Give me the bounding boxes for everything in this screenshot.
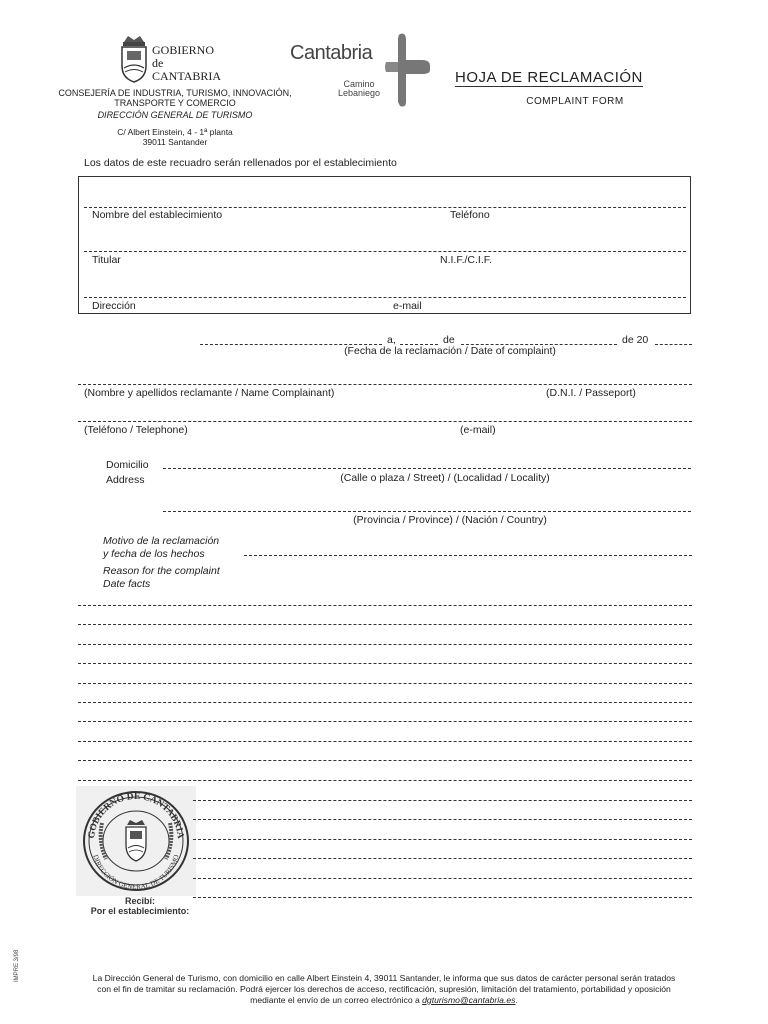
gov-line1: GOBIERNO (152, 43, 214, 57)
field-establishment-name[interactable] (84, 207, 686, 208)
province-caption: (Provincia / Province) / (Nación / Country) (353, 514, 547, 526)
office-address (90, 127, 260, 147)
field-seal-line[interactable] (193, 839, 692, 840)
establishment-phone-label: Teléfono (450, 209, 490, 221)
reason-line3: Reason for the complaint (103, 565, 220, 577)
form-title: HOJA DE RECLAMACIÓN (455, 69, 643, 86)
cantabria-coat-of-arms-icon (118, 34, 150, 84)
field-reason-line[interactable] (78, 702, 692, 703)
reason-line1: Motivo de la reclamación (103, 535, 220, 547)
brand-sub2: Lebaniego (337, 88, 381, 98)
address-line2: 39011 Santander (142, 137, 208, 147)
field-seal-line[interactable] (193, 897, 692, 898)
reason-line2: y fecha de los hechos (103, 548, 205, 560)
complainant-phone-label: (Teléfono / Telephone) (84, 424, 188, 436)
field-reason-line[interactable] (78, 760, 692, 761)
date-de: de (443, 334, 455, 346)
field-reason-line[interactable] (78, 644, 692, 645)
field-seal-line[interactable] (193, 819, 692, 820)
gov-line3: CANTABRIA (152, 69, 222, 83)
government-name (152, 44, 221, 83)
brand-sub1: Camino (343, 79, 375, 89)
date-de20: de 20 (622, 334, 649, 346)
address-line1: C/ Albert Einstein, 4 - 1ª planta (117, 127, 233, 137)
street-caption: (Calle o plaza / Street) / (Localidad / Locality) (340, 472, 550, 484)
gov-line2: de (152, 56, 164, 70)
consejeria-line1: CONSEJERÍA DE INDUSTRIA, TURISMO, INNOVACIÓN, (58, 88, 292, 98)
domicilio-label: Domicilio (106, 459, 149, 471)
field-complainant-name[interactable] (78, 384, 692, 385)
privacy-notice (40, 973, 728, 1006)
privacy-line1: La Dirección General de Turismo, con domicilio en calle Albert Einstein 4, 39011 Santander, le informa que sus datos de carácter personal serán tratados (92, 973, 676, 983)
field-reason-line[interactable] (78, 741, 692, 742)
recibi-label: Recibí: (124, 896, 155, 906)
camino-lebaniego (330, 80, 388, 98)
field-owner[interactable] (84, 251, 686, 252)
reason-line4: Date facts (103, 578, 151, 590)
stamp-bottom-text: DIRECCIÓN GENERAL DE TURISMO (91, 853, 181, 892)
establishment-email-label: e-mail (393, 300, 422, 312)
direccion-general: DIRECCIÓN GENERAL DE TURISMO (97, 110, 253, 120)
field-reason-line[interactable] (78, 683, 692, 684)
por-establecimiento-label: Por el establecimiento: (90, 906, 190, 916)
address-label: Address (106, 474, 145, 486)
field-address[interactable] (84, 297, 686, 298)
field-reason-line[interactable] (78, 663, 692, 664)
camino-lebaniego-cross-icon (384, 32, 432, 108)
field-seal-line[interactable] (193, 878, 692, 879)
complainant-dni-label: (D.N.I. / Passeport) (546, 387, 636, 399)
field-province[interactable] (163, 511, 691, 512)
field-seal-line[interactable] (193, 800, 692, 801)
privacy-line2: con el fin de tramitar su reclamación. Podrá ejercer los derechos de acceso, rectificación, supresión, limitación del tratamiento, portabilidad y oposición (97, 984, 671, 994)
field-reason-first[interactable] (244, 555, 692, 556)
receipt-label (70, 896, 210, 916)
field-complainant-phone[interactable] (78, 421, 692, 422)
form-code: IMPRE 3/98 (14, 949, 20, 982)
consejeria (55, 88, 295, 108)
privacy-line3-text: mediante el envío de un correo electrónico a (250, 995, 420, 1005)
stamp-outer-text: GOBIERNO DE CANTABRIA (86, 791, 186, 840)
establishment-address-label: Dirección (92, 300, 136, 312)
form-subtitle: COMPLAINT FORM (526, 96, 624, 107)
establishment-note: Los datos de este recuadro serán rellenados por el establecimiento (84, 157, 397, 169)
field-reason-line[interactable] (78, 780, 692, 781)
nif-label: N.I.F./C.I.F. (440, 254, 492, 266)
establishment-box (78, 176, 691, 314)
complainant-name-label: (Nombre y apellidos reclamante / Name Complainant) (84, 387, 335, 399)
field-reason-line[interactable] (78, 605, 692, 606)
field-reason-line[interactable] (78, 721, 692, 722)
complainant-email-label: (e-mail) (460, 424, 496, 436)
privacy-line3-end: . (515, 995, 518, 1005)
cantabria-brand: Cantabria (290, 42, 373, 64)
owner-label: Titular (92, 254, 121, 266)
field-date-year[interactable] (655, 344, 692, 345)
reason-labels (103, 535, 220, 591)
field-seal-line[interactable] (193, 858, 692, 859)
field-reason-line[interactable] (78, 624, 692, 625)
date-caption: (Fecha de la reclamación / Date of complaint) (344, 345, 556, 357)
official-stamp-icon (80, 789, 192, 893)
date-a: a, (387, 334, 396, 346)
field-street[interactable] (163, 468, 691, 469)
privacy-email-link[interactable]: dgturismo@cantabria.es (422, 995, 516, 1005)
consejeria-line2: TRANSPORTE Y COMERCIO (114, 98, 236, 108)
establishment-name-label: Nombre del establecimiento (92, 209, 223, 221)
privacy-line3 (40, 995, 728, 1006)
